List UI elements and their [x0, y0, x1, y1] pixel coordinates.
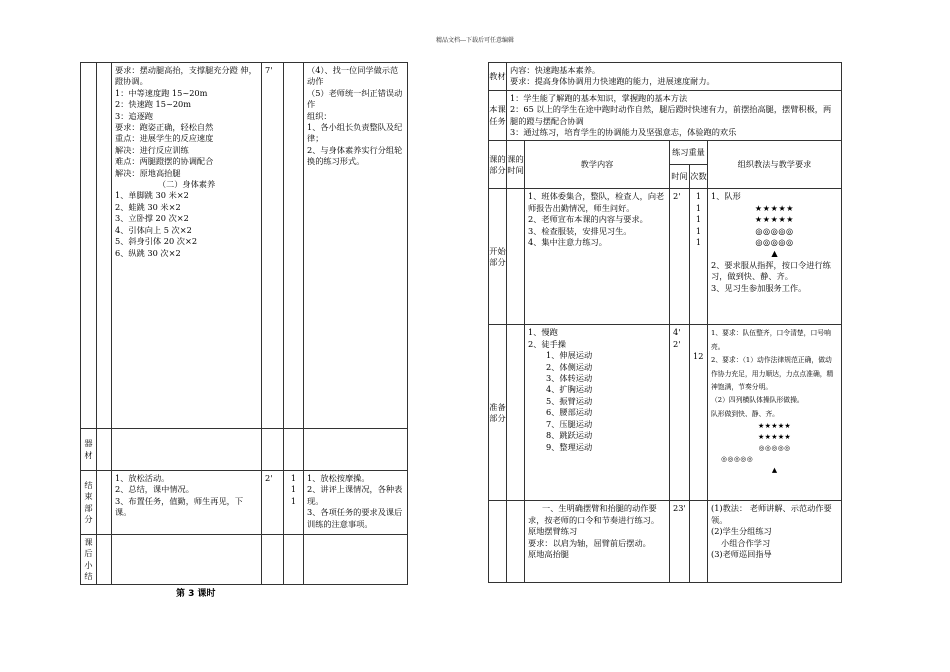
basic-org-cell	[708, 501, 842, 583]
time-value: 4'	[673, 327, 681, 338]
head-load-count: 次数	[690, 165, 708, 189]
empty-cell	[112, 535, 262, 585]
after-class-label: 课后小结	[81, 535, 97, 585]
left-time-cell	[97, 63, 112, 429]
item-line: 5、斜身引体 20 次×2	[115, 236, 198, 247]
left-part-cell	[81, 63, 97, 429]
start-line: 1、班体委集合，整队，检查人，向老师报告出勤情况，师生问好。	[528, 191, 665, 213]
org-line: 组织：	[307, 110, 332, 121]
end-time: 2'	[262, 471, 284, 535]
prep-org-cell	[708, 325, 842, 501]
prep-content-cell	[525, 325, 670, 501]
end-line: 1、放松活动。	[115, 473, 170, 483]
end-part-label: 结束部分	[81, 471, 97, 535]
empty-cell	[304, 429, 408, 471]
head-part: 课的部分	[489, 141, 507, 189]
item-line: 4、引体向上 5 次×2	[115, 224, 192, 235]
exercise-line: 2、体侧运动	[546, 361, 593, 372]
head-load: 练习重量	[670, 141, 708, 165]
end-org-cell	[304, 471, 408, 535]
empty-cell	[262, 535, 284, 585]
exercise-line: 3、体转运动	[546, 373, 593, 384]
basic-line: 原地摆臂练习	[528, 526, 578, 537]
task-line: 1：学生能了解跑的基本知识，掌握跑的基本方法	[510, 92, 688, 103]
empty-cell	[507, 501, 525, 583]
end-count-cell	[284, 471, 304, 535]
org-title: 1、队形	[711, 191, 741, 202]
org-line: （2）四列横队体操队形做操。	[711, 396, 804, 405]
count-value: 1	[290, 495, 297, 506]
task-line: 2：65 以上的学生在途中跑时动作自然，腿后蹬时快速有力，前摆抬高腿，摆臂积极，两腿的蹬与摆配合协调	[510, 104, 832, 126]
content-line: 3：追逐跑	[115, 110, 153, 121]
org-line: (2)学生分组练习	[711, 526, 772, 537]
head-org: 组织教法与教学要求	[708, 141, 842, 189]
org-line: 2、要求：（1）动作法律规范正确，做动作协力充足，用力顺达，力点点准确，精神饱满，节奏分明。	[711, 356, 834, 392]
prep-part-label: 准备部分	[489, 325, 507, 501]
start-line: 2、老师宣布本课的内容与要求。	[528, 214, 648, 225]
material-line: 要求：提高身体协调用力快速跑的能力，进展速度耐力。	[510, 76, 715, 87]
org-line: 小组合作学习	[721, 537, 771, 548]
empty-cell	[284, 535, 304, 585]
formation-row: ◎◎◎◎◎	[755, 225, 794, 236]
empty-cell	[97, 471, 112, 535]
start-count-cell	[690, 189, 708, 325]
org-line: （4）、找一位同学做示范动作	[307, 65, 399, 87]
item-line: 1、单脚跳 30 米×2	[115, 190, 189, 201]
org-line: 2、要求服从指挥，按口令进行练习，做到快、静、齐。	[711, 259, 831, 282]
start-line: 4、集中注意力练习。	[528, 237, 607, 248]
teacher-marker: ▲	[771, 466, 778, 475]
org-line: (1)教法： 老师讲解、示范动作要领。	[711, 503, 832, 525]
org-line: 3、见习生参加服务工作。	[711, 282, 807, 293]
lesson-caption: 第 3 课时	[176, 589, 216, 599]
start-content-cell	[525, 189, 670, 325]
count-value: 1	[695, 214, 702, 225]
left-count-cell	[284, 63, 304, 429]
end-line: 3、布置任务，值勤，师生再见，下课。	[115, 495, 244, 518]
item-line: 2、蛙跳 30 米×2	[115, 201, 181, 212]
prep-count-cell	[690, 325, 708, 501]
basic-line: 原地高抬腿	[528, 549, 569, 560]
head-time: 课的时间	[507, 141, 525, 189]
prep-time-cell	[670, 325, 690, 501]
exercise-line: 9、整理运动	[546, 441, 593, 452]
exercise-line: 7、压腿运动	[546, 418, 593, 429]
content-line: 解决：进行反应训练	[115, 144, 189, 155]
count-value: 1	[290, 473, 297, 483]
material-line: 内容：快速跑基本素养。	[510, 65, 601, 75]
start-line: 3、检查服装，安排见习生。	[528, 225, 632, 236]
org-line: 1、各小组长负责整队及纪律；	[307, 122, 403, 144]
content-line: 难点：两腿蹬摆的协调配合	[115, 156, 214, 167]
time-value: 2'	[673, 338, 681, 349]
exercise-line: 5、振臂运动	[546, 395, 593, 406]
count-value: 1	[695, 202, 702, 213]
formation-row: ★★★★★	[758, 433, 792, 442]
material-cell	[507, 63, 842, 91]
formation-row: ★★★★★	[758, 422, 792, 431]
org-line: 2、与身体素养实行分组轮换的练习形式。	[307, 144, 403, 167]
content-line: 解决：原地高抬腿	[115, 167, 181, 178]
basic-content-cell	[525, 501, 670, 583]
count-value: 12	[693, 351, 704, 362]
sub-heading: （二）身体素养	[157, 179, 216, 190]
content-line: 2：快速跑 15~20m	[115, 99, 192, 110]
material-label: 教材	[489, 63, 507, 91]
exercise-line: 8、跳跃运动	[546, 430, 593, 441]
end-content-cell	[112, 471, 262, 535]
content-line: 重点：进展学生的反应速度	[115, 133, 214, 144]
formation-row: ★★★★★	[754, 214, 795, 225]
equipment-label: 器材	[81, 429, 97, 471]
item-line: 3、立卧撑 20 次×2	[115, 213, 189, 224]
empty-cell	[507, 325, 525, 501]
exercise-line: 6、腰部运动	[546, 407, 593, 418]
end-line: 2、总结，课中情况。	[115, 484, 194, 495]
formation-row: ◎◎◎◎◎	[758, 444, 791, 453]
start-part-label: 开始部分	[489, 189, 507, 325]
org-line: 队形做到快、静、齐。	[711, 409, 779, 418]
org-line: （5）老师统一纠正错误动作	[307, 87, 403, 110]
end-org-line: 3、各项任务的要求及课后训练的注意事项。	[307, 507, 403, 529]
empty-cell	[97, 429, 112, 471]
empty-cell	[262, 429, 284, 471]
task-label: 本课任务	[489, 90, 507, 141]
start-time: 2'	[670, 189, 690, 325]
content-line: 1：中等速度跑 15~20m	[115, 87, 208, 98]
basic-time: 23'	[670, 501, 690, 583]
empty-cell	[690, 501, 708, 583]
end-org-line: 2、讲评上课情况，各种表现。	[307, 484, 403, 506]
basic-line: 要求：以肩为轴，屈臂前后摆动。	[528, 537, 651, 548]
empty-cell	[507, 189, 525, 325]
empty-cell	[489, 501, 507, 583]
task-line: 3：通过练习，培育学生的协调能力及坚强意志，体验跑的欢乐	[510, 127, 737, 138]
left-org-cell	[304, 63, 408, 429]
formation-row: ◎◎◎◎◎	[721, 455, 754, 464]
exercise-line: 4、扩胸运动	[546, 384, 593, 395]
empty-cell	[304, 535, 408, 585]
empty-cell	[97, 535, 112, 585]
count-value: 1	[290, 484, 297, 495]
prep-line: 1、慢跑	[528, 327, 558, 338]
left-lesson-table	[80, 62, 408, 585]
content-line: 要求：摆动腿高抬，支撑腿充分蹬 伸，蹬协调。	[115, 65, 257, 87]
formation-row: ★★★★★	[754, 202, 795, 213]
basic-line: 一、生明确摆臂和抬腿的动作要求，按老师的口令和节奏进行练习。	[528, 503, 660, 525]
left-content-cell	[112, 63, 262, 429]
exercise-line: 1、伸展运动	[546, 350, 593, 361]
item-line: 6、纵跳 30 次×2	[115, 247, 181, 258]
org-line: 1、要求：队伍整齐，口令清楚，口号响亮。	[711, 329, 831, 351]
head-load-time: 时间	[670, 165, 690, 189]
count-value: 1	[695, 237, 702, 248]
task-cell	[507, 90, 842, 141]
page-header: 精品文档---下载后可任意编辑	[435, 37, 515, 44]
prep-line: 2、徒手操	[528, 338, 566, 349]
empty-cell	[112, 429, 262, 471]
count-value: 1	[695, 225, 702, 236]
formation-row: ◎◎◎◎◎	[755, 237, 794, 248]
count-value: 1	[695, 191, 702, 202]
teacher-marker: ▲	[771, 248, 778, 259]
right-lesson-table	[488, 62, 842, 583]
content-line: 要求：跑姿正确，轻松自然	[115, 122, 214, 133]
start-org-cell	[708, 189, 842, 325]
left-time-value: 7'	[262, 63, 284, 429]
end-org-line: 1、放松按摩操。	[307, 473, 370, 483]
org-line: (3)老师巡回指导	[711, 549, 772, 560]
empty-cell	[284, 429, 304, 471]
head-content: 教学内容	[525, 141, 670, 189]
